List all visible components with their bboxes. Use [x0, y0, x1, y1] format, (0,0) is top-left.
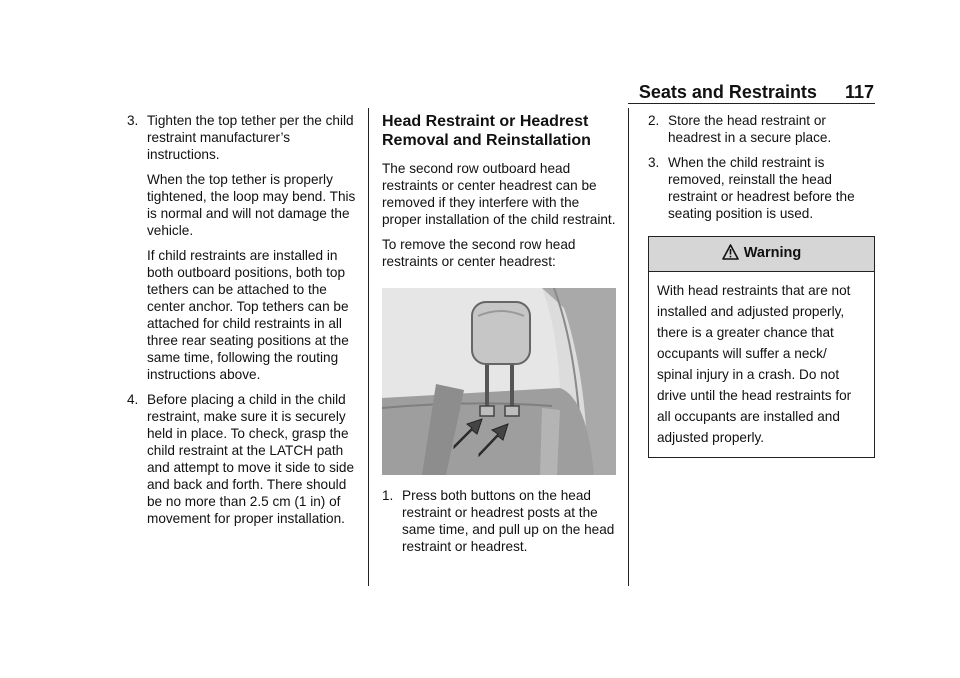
list-item-1: [382, 487, 616, 555]
section-title: Seats and Restraints: [638, 82, 817, 102]
section-heading: Head Restraint or Headrest Removal and Reinstallation: [382, 113, 591, 149]
list-item-2: [648, 112, 875, 146]
warning-body: With head restraints that are not installed and adjusted properly, there is a greater chance that occupants will suffer a neck/ spinal injury in a crash. Do not drive until the head restraints for all occupants are installed and adjusted properly.: [657, 283, 852, 445]
list-number: 3.: [648, 155, 660, 170]
middle-column: [382, 112, 616, 563]
column-divider-right: [628, 108, 629, 586]
warning-triangle-icon: [722, 244, 739, 265]
warning-header: [649, 237, 874, 272]
header-rule: [628, 103, 875, 104]
item-text: Press both buttons on the head restraint or headrest posts at the same time, and pull up on the head restraint or headrest.: [402, 488, 615, 554]
item-text: Before placing a child in the child restraint, make sure it is securely held in place. To check, grasp the child restraint at the LATCH path and attempt to move it side to side and back and forth. There should be no more than 2.5 cm (1 in) of movement for proper installation.: [147, 392, 355, 526]
headrest-buttons-illustration-icon: [382, 288, 616, 475]
page-header: [639, 82, 874, 103]
item-text: When the child restraint is removed, reinstall the head restraint or headrest before the seating position is used.: [668, 155, 855, 221]
list-item-3: [127, 112, 357, 383]
item-paragraph: If child restraints are installed in both outboard positions, both top tethers can be attached to the center anchor. Top tethers can be attached for child restraints in all three rear seating positions at the same time, following the routing instructions above.: [147, 248, 349, 382]
body-paragraph: The second row outboard head restraints or center headrest can be removed if they interfere with the proper installation of the child restraint.: [382, 161, 616, 227]
list-number: 2.: [648, 113, 660, 128]
list-item-4: [127, 391, 357, 527]
column-divider-left: [368, 108, 369, 586]
warning-title: Warning: [743, 245, 802, 261]
item-paragraph: When the top tether is properly tightened, the loop may bend. This is normal and will not damage the vehicle.: [147, 172, 356, 238]
item-text: Tighten the top tether per the child restraint manufacturer’s instructions.: [147, 113, 354, 162]
headrest-illustration: [382, 288, 616, 475]
page-number: 117: [844, 82, 874, 102]
right-column: [648, 112, 875, 458]
warning-box: [648, 236, 875, 458]
list-number: 1.: [382, 488, 394, 503]
list-item-3: [648, 154, 875, 222]
list-number: 4.: [127, 392, 139, 407]
body-paragraph: To remove the second row head restraints or center headrest:: [382, 237, 576, 269]
left-column: [127, 112, 357, 535]
item-text: Store the head restraint or headrest in a secure place.: [668, 113, 832, 145]
list-number: 3.: [127, 113, 139, 128]
